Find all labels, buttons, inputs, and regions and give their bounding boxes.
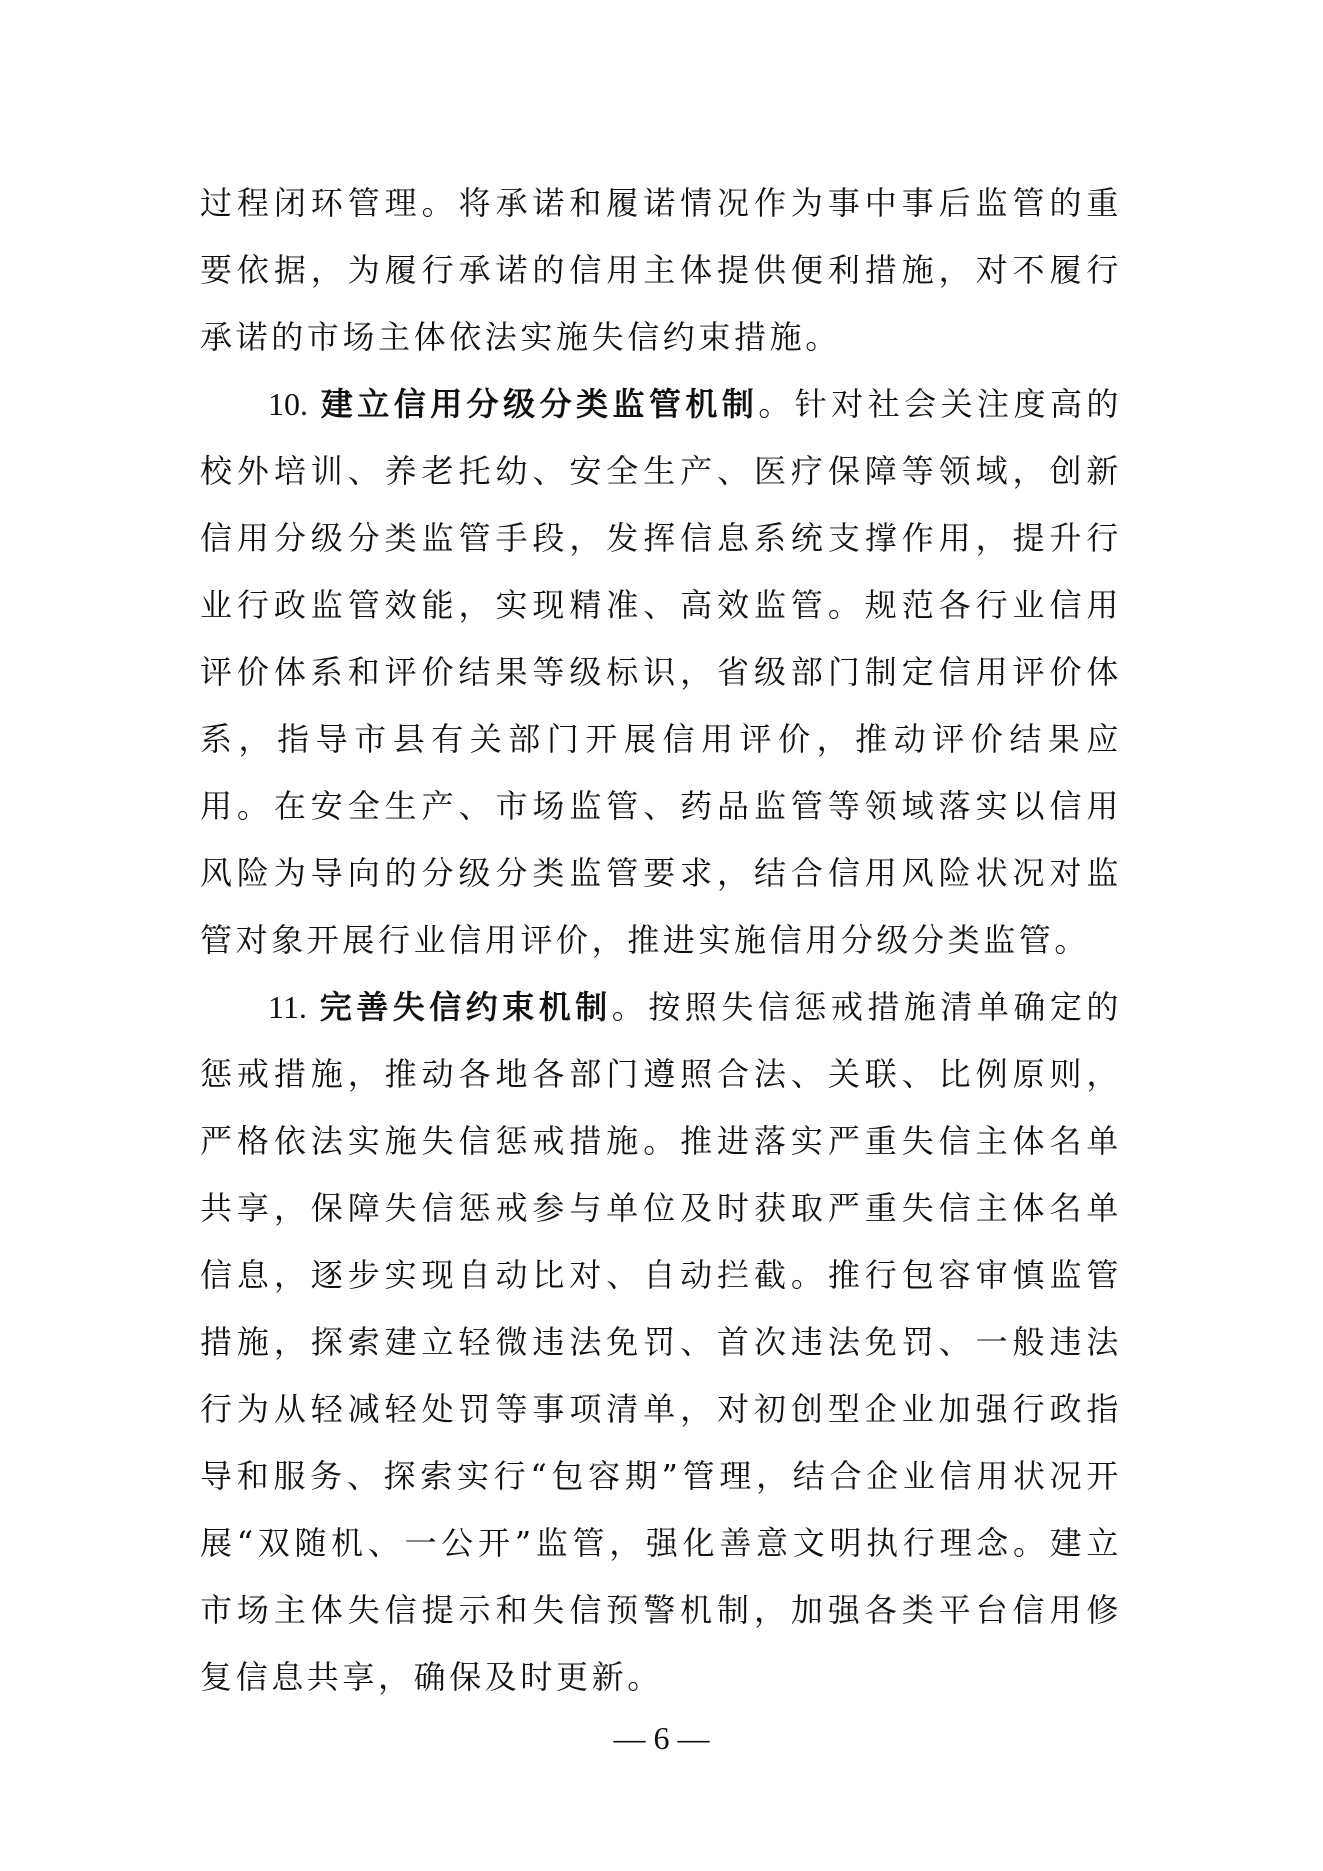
- item-heading: 建立信用分级分类监管机制: [320, 385, 759, 423]
- document-body: [200, 170, 1122, 1711]
- paragraph-item-10: [200, 371, 1122, 974]
- paragraph-text: 过程闭环管理。将承诺和履诺情况作为事中事后监管的重要依据，为履行承诺的信用主体提供便利措施，对不履行承诺的市场主体依法实施失信约束措施。: [200, 184, 1122, 356]
- item-number: 10.: [268, 386, 308, 422]
- item-heading: 完善失信约束机制: [318, 988, 612, 1026]
- item-number: 11.: [268, 989, 307, 1025]
- paragraph-text: 。按照失信惩戒措施清单确定的惩戒措施，推动各地各部门遵照合法、关联、比例原则，严格依法实施失信惩戒措施。推进落实严重失信主体名单共享，保障失信惩戒参与单位及时获取严重失信主体名单信息，逐步实现自动比对、自动拦截。推行包容审慎监管措施，探索建立轻微违法免罚、首次违法免罚、一般违法行为从轻减轻处罚等事项清单，对初创型企业加强行政指导和服务、探索实行“包容期”管理，结合企业信用状况开展“双随机、一公开”监管，强化善意文明执行理念。建立市场主体失信提示和失信预警机制，加强各类平台信用修复信息共享，确保及时更新。: [200, 988, 1122, 1696]
- paragraph-text: 。针对社会关注度高的校外培训、养老托幼、安全生产、医疗保障等领域，创新信用分级分类监管手段，发挥信息系统支撑作用，提升行业行政监管效能，实现精准、高效监管。规范各行业信用评价体系和评价结果等级标识，省级部门制定信用评价体系，指导市县有关部门开展信用评价，推动评价结果应用。在安全生产、市场监管、药品监管等领域落实以信用风险为导向的分级分类监管要求，结合信用风险状况对监管对象开展行业信用评价，推进实施信用分级分类监管。: [200, 385, 1122, 959]
- paragraph-item-11: [200, 974, 1122, 1711]
- paragraph-continued: [200, 170, 1122, 371]
- page-number: — 6 —: [613, 1720, 710, 1756]
